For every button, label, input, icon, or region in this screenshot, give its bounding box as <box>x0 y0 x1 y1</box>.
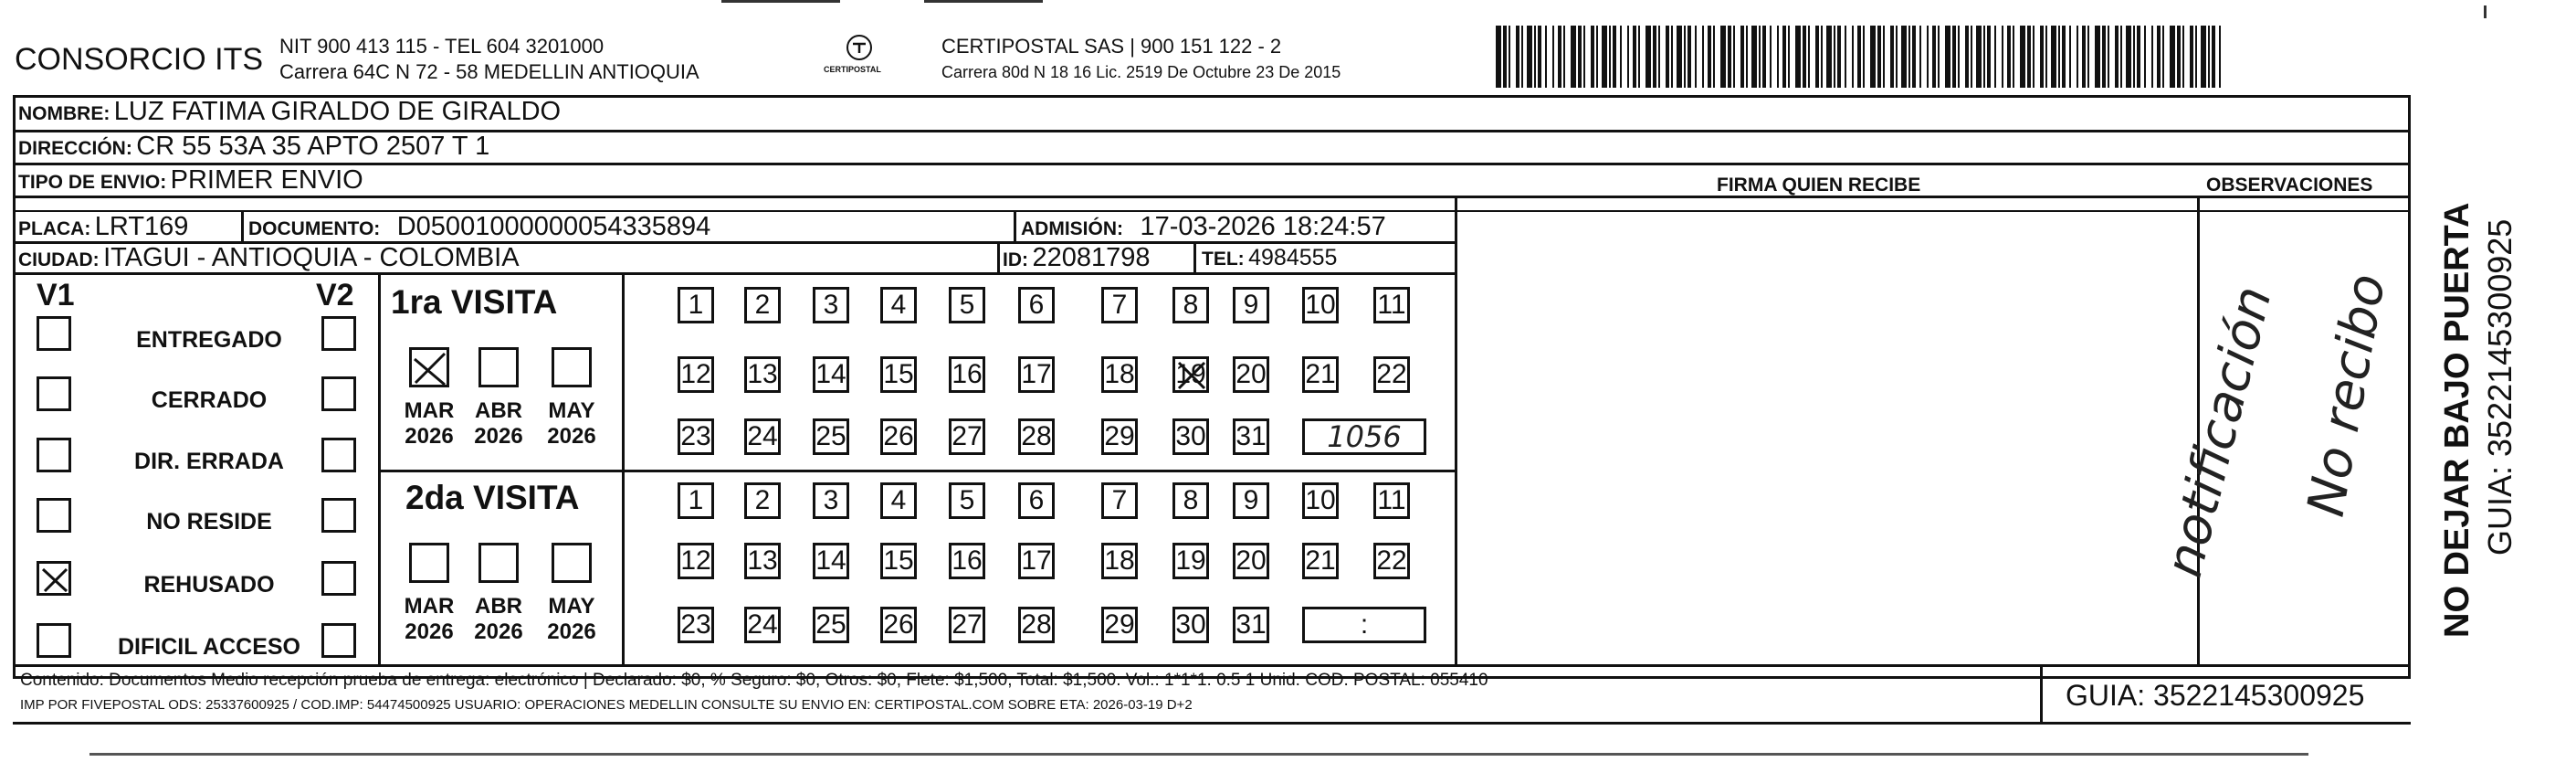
first-visit-time[interactable]: 1056 <box>1302 418 1426 455</box>
company-address: Carrera 64C N 72 - 58 MEDELLIN ANTIOQUIA <box>279 60 699 83</box>
day-box[interactable]: 17 <box>1018 356 1055 393</box>
day-box[interactable]: 28 <box>1018 607 1055 643</box>
day-box[interactable]: 27 <box>949 607 985 643</box>
day-box[interactable]: 18 <box>1101 356 1138 393</box>
day-box[interactable]: 31 <box>1233 418 1269 455</box>
document-number: D05001000000054335894 <box>396 212 711 241</box>
observation-note-1: No recibo <box>2296 270 2398 521</box>
tel-label: TEL: <box>1202 249 1245 270</box>
day-box[interactable]: 30 <box>1172 607 1209 643</box>
document-row <box>248 214 710 240</box>
footer-guide: GUIA: 3522145300925 <box>2066 679 2365 712</box>
day-box[interactable]: 15 <box>880 356 917 393</box>
day-box[interactable]: 25 <box>813 607 849 643</box>
city-label: CIUDAD: <box>18 249 100 270</box>
company-name: CONSORCIO ITS <box>15 42 264 77</box>
v1-checkbox[interactable] <box>37 498 71 533</box>
day-box[interactable]: 17 <box>1018 543 1055 579</box>
month-label: MAY 2026 <box>547 398 596 449</box>
id-label: ID: <box>1003 249 1028 270</box>
day-box[interactable]: 9 <box>1233 287 1269 323</box>
day-box[interactable]: 3 <box>813 482 849 519</box>
v2-checkbox[interactable] <box>321 498 356 533</box>
v2-checkbox[interactable] <box>321 376 356 411</box>
recipient-address: CR 55 53A 35 APTO 2507 T 1 <box>136 132 490 161</box>
day-box[interactable]: 8 <box>1172 482 1209 519</box>
month-label: MAR 2026 <box>404 594 455 644</box>
day-box[interactable]: 1 <box>678 287 714 323</box>
admission-date: 17-03-2026 18:24:57 <box>1140 212 1386 241</box>
v2-checkbox[interactable] <box>321 438 356 472</box>
day-box[interactable]: 28 <box>1018 418 1055 455</box>
admission-label: ADMISIÓN: <box>1021 218 1123 239</box>
day-box[interactable]: 29 <box>1101 607 1138 643</box>
month-checkbox[interactable] <box>409 543 449 583</box>
plate: LRT169 <box>94 212 189 241</box>
day-box[interactable]: 12 <box>678 543 714 579</box>
second-visit-time[interactable]: : <box>1302 607 1426 643</box>
month-checkbox[interactable] <box>478 543 519 583</box>
day-box[interactable]: 24 <box>744 418 781 455</box>
footer-content: Contenido: Documentos Medio recepción prueba de entrega: electrónico | Declarado: $0, % Seguro: $0, Otros: $0, Flete: $1,500, Total: $1,500. Vol.: 1*1*1. 0.5 1 Unid. COD. POSTAL: 055410 <box>20 671 1488 690</box>
day-box[interactable]: 1 <box>678 482 714 519</box>
month-label: ABR 2026 <box>474 594 523 644</box>
day-box[interactable]: 23 <box>678 607 714 643</box>
v1-checkbox[interactable] <box>37 316 71 351</box>
day-box[interactable]: 8 <box>1172 287 1209 323</box>
day-box[interactable]: 30 <box>1172 418 1209 455</box>
day-box[interactable]: 3 <box>813 287 849 323</box>
day-box[interactable]: 18 <box>1101 543 1138 579</box>
day-box[interactable]: 4 <box>880 287 917 323</box>
barcode <box>1496 26 2226 88</box>
day-box[interactable]: 11 <box>1373 287 1410 323</box>
v1-checkbox[interactable] <box>37 438 71 472</box>
day-box[interactable]: 5 <box>949 287 985 323</box>
shipment-type-row <box>18 167 363 194</box>
day-box[interactable]: 9 <box>1233 482 1269 519</box>
side-warning: NO DEJAR BAJO PUERTA <box>2438 202 2476 638</box>
day-box[interactable]: 13 <box>744 543 781 579</box>
day-box[interactable]: 6 <box>1018 287 1055 323</box>
day-box[interactable]: 23 <box>678 418 714 455</box>
day-box[interactable]: 29 <box>1101 418 1138 455</box>
day-box[interactable]: 10 <box>1302 482 1339 519</box>
shipment-type-label: TIPO DE ENVIO: <box>18 172 167 193</box>
day-box[interactable]: 2 <box>744 287 781 323</box>
day-box[interactable]: 20 <box>1233 543 1269 579</box>
day-box[interactable]: 21 <box>1302 543 1339 579</box>
v1-checkbox[interactable] <box>37 623 71 658</box>
id-number: 22081798 <box>1032 243 1151 272</box>
day-box[interactable]: 31 <box>1233 607 1269 643</box>
status-label: ENTREGADO <box>136 327 282 353</box>
day-box[interactable]: 13 <box>744 356 781 393</box>
status-label: CERRADO <box>151 387 268 413</box>
certipostal-logo: CERTIPOSTAL <box>820 33 899 79</box>
city-row <box>18 245 520 271</box>
name-row <box>18 99 561 125</box>
observation-note-2: notificación <box>2154 280 2284 583</box>
recipient-name: LUZ FATIMA GIRALDO DE GIRALDO <box>113 97 562 126</box>
day-box[interactable]: 19 <box>1172 543 1209 579</box>
day-box[interactable]: 22 <box>1373 356 1410 393</box>
status-label: NO RESIDE <box>146 509 272 534</box>
company-nit: NIT 900 413 115 - TEL 604 3201000 <box>279 35 605 58</box>
day-box[interactable]: 14 <box>813 356 849 393</box>
day-box[interactable]: 14 <box>813 543 849 579</box>
day-box[interactable]: 7 <box>1101 482 1138 519</box>
day-box[interactable]: 16 <box>949 356 985 393</box>
day-box[interactable]: 2 <box>744 482 781 519</box>
day-box[interactable]: 20 <box>1233 356 1269 393</box>
day-box[interactable]: 12 <box>678 356 714 393</box>
carrier-name: CERTIPOSTAL SAS | 900 151 122 - 2 <box>941 35 1282 58</box>
plate-row <box>18 214 188 240</box>
day-box[interactable]: 21 <box>1302 356 1339 393</box>
v1-checkbox[interactable] <box>37 376 71 411</box>
admission-row <box>1021 214 1386 240</box>
shipment-type: PRIMER ENVIO <box>170 165 363 195</box>
v1-label: V1 <box>37 278 75 312</box>
month-label: MAY 2026 <box>547 594 596 644</box>
observations-header: OBSERVACIONES <box>2206 175 2373 196</box>
status-label: DIR. ERRADA <box>134 449 284 474</box>
status-label: DIFICIL ACCESO <box>117 634 300 660</box>
tel-row <box>1202 247 1337 270</box>
v2-checkbox[interactable] <box>321 561 356 596</box>
day-box[interactable]: 26 <box>880 418 917 455</box>
address-row <box>18 133 489 160</box>
v2-label: V2 <box>316 278 354 312</box>
signature-header: FIRMA QUIEN RECIBE <box>1717 175 1921 196</box>
v1-checkbox[interactable] <box>37 561 71 596</box>
day-box[interactable]: 11 <box>1373 482 1410 519</box>
first-visit-title: 1ra VISITA <box>391 283 558 321</box>
day-box[interactable]: 27 <box>949 418 985 455</box>
name-label: NOMBRE: <box>18 103 110 124</box>
day-box[interactable]: 6 <box>1018 482 1055 519</box>
day-box[interactable]: 10 <box>1302 287 1339 323</box>
day-box[interactable]: 4 <box>880 482 917 519</box>
month-checkbox[interactable] <box>552 347 592 387</box>
day-box[interactable]: 24 <box>744 607 781 643</box>
month-checkbox[interactable] <box>478 347 519 387</box>
address-label: DIRECCIÓN: <box>18 138 132 159</box>
footer-print-info: IMP POR FIVEPOSTAL ODS: 25337600925 / COD.IMP: 54474500925 USUARIO: OPERACIONES MEDELLIN CONSULTE SU ENVIO EN: CERTIPOSTAL.COM SOBRE ETA: 2026-03-19 D+2 <box>20 697 1193 713</box>
v2-checkbox[interactable] <box>321 316 356 351</box>
day-box[interactable]: 5 <box>949 482 985 519</box>
day-box[interactable]: 26 <box>880 607 917 643</box>
second-visit-title: 2da VISITA <box>405 479 580 516</box>
month-label: MAR 2026 <box>404 398 455 449</box>
side-guide: GUIA: 3522145300925 <box>2481 218 2518 556</box>
plate-label: PLACA: <box>18 218 91 239</box>
carrier-address: Carrera 80d N 18 16 Lic. 2519 De Octubre 23 De 2015 <box>941 63 1341 81</box>
day-box[interactable]: 7 <box>1101 287 1138 323</box>
day-box[interactable]: 25 <box>813 418 849 455</box>
tel-number: 4984555 <box>1248 245 1338 270</box>
v2-checkbox[interactable] <box>321 623 356 658</box>
month-label: ABR 2026 <box>474 398 523 449</box>
day-box[interactable]: 22 <box>1373 543 1410 579</box>
status-label: REHUSADO <box>143 572 275 598</box>
month-checkbox[interactable] <box>552 543 592 583</box>
day-box[interactable]: 19 <box>1172 356 1209 393</box>
id-row <box>1003 245 1150 271</box>
month-checkbox[interactable] <box>409 347 449 387</box>
document-label: DOCUMENTO: <box>248 218 381 239</box>
city: ITAGUI - ANTIOQUIA - COLOMBIA <box>103 243 520 272</box>
day-box[interactable]: 15 <box>880 543 917 579</box>
day-box[interactable]: 16 <box>949 543 985 579</box>
